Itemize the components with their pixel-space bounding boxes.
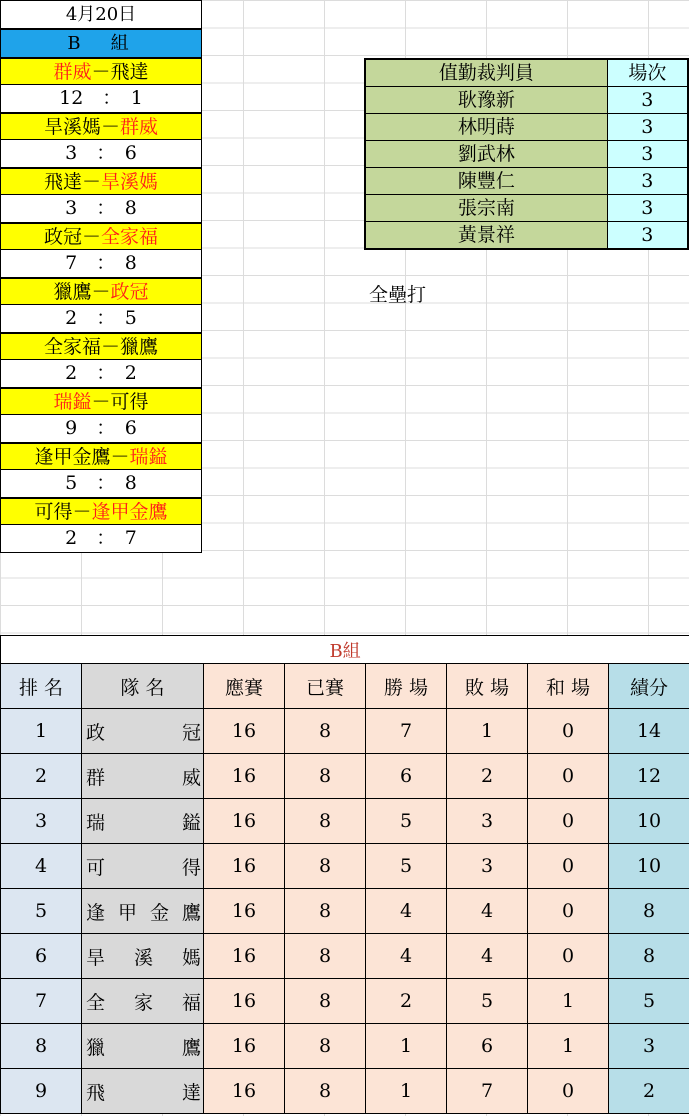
lose-cell[interactable]: 5 <box>447 979 528 1024</box>
standings-title[interactable]: B組 <box>1 636 689 664</box>
home-team: 全家福 <box>43 336 101 358</box>
referee-count[interactable]: 3 <box>607 114 688 141</box>
rank-cell[interactable]: 3 <box>1 799 82 844</box>
match-score-cell[interactable]: 3 ： 8 <box>0 195 202 223</box>
team-name-char: 鎰 <box>181 811 201 834</box>
header-due[interactable]: 應賽 <box>204 664 285 709</box>
team-name-char: 群 <box>86 766 106 789</box>
draw-cell[interactable]: 1 <box>528 1024 609 1069</box>
win-cell[interactable]: 1 <box>366 1024 447 1069</box>
rank-cell[interactable]: 5 <box>1 889 82 934</box>
match-score-cell[interactable]: 2 ： 7 <box>0 525 202 553</box>
team-cell[interactable] <box>82 979 204 1024</box>
team-cell[interactable] <box>82 799 204 844</box>
standings-row <box>1 1024 689 1069</box>
rank-cell[interactable]: 8 <box>1 1024 82 1069</box>
team-name-char: 家 <box>133 991 153 1014</box>
win-cell[interactable]: 5 <box>366 799 447 844</box>
team-name-char: 獵 <box>86 1036 106 1059</box>
team-cell[interactable] <box>82 934 204 979</box>
date-cell[interactable]: 4月20日 <box>0 0 202 29</box>
played-cell[interactable]: 8 <box>285 889 366 934</box>
match-teams-cell[interactable] <box>0 113 202 140</box>
away-team: 旱溪媽 <box>101 171 159 193</box>
points-cell[interactable]: 5 <box>609 979 689 1024</box>
win-cell[interactable]: 4 <box>366 889 447 934</box>
referee-table <box>364 58 689 250</box>
referee-name[interactable]: 林明蒔 <box>365 114 607 141</box>
played-cell[interactable]: 8 <box>285 844 366 889</box>
referee-name[interactable]: 陳豐仁 <box>365 168 607 195</box>
header-team[interactable]: 隊 名 <box>82 664 204 709</box>
referee-count[interactable]: 3 <box>607 222 688 250</box>
win-cell[interactable]: 5 <box>366 844 447 889</box>
team-name <box>82 898 203 925</box>
standings-row <box>1 889 689 934</box>
away-team: 全家福 <box>101 226 159 248</box>
draw-cell[interactable]: 0 <box>528 934 609 979</box>
points-cell[interactable]: 3 <box>609 1024 689 1069</box>
match-separator: － <box>72 501 92 523</box>
played-cell[interactable]: 8 <box>285 934 366 979</box>
match-separator: － <box>100 116 120 138</box>
team-name-char: 鷹 <box>181 901 201 924</box>
played-cell[interactable]: 8 <box>285 1024 366 1069</box>
rank-cell[interactable]: 1 <box>1 709 82 754</box>
team-cell[interactable] <box>82 754 204 799</box>
group-header-cell[interactable]: B 組 <box>0 29 202 58</box>
due-cell[interactable]: 16 <box>204 934 285 979</box>
team-name-char: 得 <box>181 856 201 879</box>
header-played[interactable]: 已賽 <box>285 664 366 709</box>
draw-cell[interactable]: 0 <box>528 889 609 934</box>
team-name-char: 飛 <box>86 1081 106 1104</box>
home-team: 群威 <box>53 61 92 83</box>
away-team: 飛達 <box>110 61 149 83</box>
team-name-char: 媽 <box>181 946 201 969</box>
team-name-char: 福 <box>181 991 201 1014</box>
home-team: 可得 <box>34 501 73 523</box>
standings-row <box>1 844 689 889</box>
match-separator: － <box>81 226 101 248</box>
lose-cell[interactable]: 4 <box>447 934 528 979</box>
rank-cell[interactable]: 4 <box>1 844 82 889</box>
standings-row <box>1 709 689 754</box>
team-name-char: 冠 <box>181 721 201 744</box>
match-teams-cell[interactable] <box>0 498 202 525</box>
match-separator: － <box>91 61 111 83</box>
home-team: 飛達 <box>43 171 82 193</box>
match-teams-cell[interactable] <box>0 443 202 470</box>
home-team: 逢甲金鷹 <box>34 446 111 468</box>
team-name-char: 溪 <box>133 946 153 969</box>
win-cell[interactable]: 2 <box>366 979 447 1024</box>
team-name-char: 金 <box>149 901 169 924</box>
win-cell[interactable]: 6 <box>366 754 447 799</box>
due-cell[interactable]: 16 <box>204 979 285 1024</box>
played-cell[interactable]: 8 <box>285 709 366 754</box>
points-cell[interactable]: 14 <box>609 709 689 754</box>
referee-name[interactable]: 耿豫新 <box>365 87 607 114</box>
match-score-cell[interactable]: 7 ： 8 <box>0 250 202 278</box>
lose-cell[interactable]: 7 <box>447 1069 528 1114</box>
referee-name[interactable]: 黃景祥 <box>365 222 607 250</box>
points-cell[interactable]: 8 <box>609 889 689 934</box>
referee-row <box>365 87 688 114</box>
match-separator: － <box>110 446 130 468</box>
team-cell[interactable] <box>82 1069 204 1114</box>
away-team: 政冠 <box>110 281 149 303</box>
due-cell[interactable]: 16 <box>204 754 285 799</box>
standings-row <box>1 979 689 1024</box>
home-run-note[interactable]: 全壘打 <box>369 284 427 306</box>
home-team: 政冠 <box>43 226 82 248</box>
referee-count[interactable]: 3 <box>607 87 688 114</box>
rank-cell[interactable]: 2 <box>1 754 82 799</box>
referee-row <box>365 141 688 168</box>
referee-name[interactable]: 張宗南 <box>365 195 607 222</box>
away-team: 瑞鎰 <box>129 446 168 468</box>
match-separator: － <box>81 171 101 193</box>
team-cell[interactable] <box>82 709 204 754</box>
team-name-char: 逢 <box>86 901 106 924</box>
points-cell[interactable]: 10 <box>609 799 689 844</box>
team-name <box>82 988 203 1015</box>
draw-cell[interactable]: 0 <box>528 799 609 844</box>
referee-header-name[interactable]: 值勤裁判員 <box>365 59 607 87</box>
draw-cell[interactable]: 0 <box>528 709 609 754</box>
due-cell[interactable]: 16 <box>204 709 285 754</box>
team-name-char: 旱 <box>86 946 106 969</box>
points-cell[interactable]: 2 <box>609 1069 689 1114</box>
referee-row <box>365 114 688 141</box>
team-name <box>82 853 203 880</box>
win-cell[interactable]: 1 <box>366 1069 447 1114</box>
team-cell[interactable] <box>82 1024 204 1069</box>
match-score-cell[interactable]: 3 ： 6 <box>0 140 202 168</box>
team-name <box>82 1033 203 1060</box>
referee-name[interactable]: 劉武林 <box>365 141 607 168</box>
referee-count[interactable]: 3 <box>607 195 688 222</box>
rank-cell[interactable]: 7 <box>1 979 82 1024</box>
team-name <box>82 943 203 970</box>
standings-row <box>1 799 689 844</box>
lose-cell[interactable]: 3 <box>447 844 528 889</box>
standings-row <box>1 1069 689 1114</box>
header-lose[interactable]: 敗 場 <box>447 664 528 709</box>
played-cell[interactable]: 8 <box>285 1069 366 1114</box>
away-team: 逢甲金鷹 <box>91 501 168 523</box>
match-separator: － <box>91 281 111 303</box>
header-points[interactable]: 績分 <box>609 664 689 709</box>
match-separator: － <box>91 391 111 413</box>
due-cell[interactable]: 16 <box>204 844 285 889</box>
team-name-char: 威 <box>181 766 201 789</box>
referee-row <box>365 195 688 222</box>
points-cell[interactable]: 8 <box>609 934 689 979</box>
lose-cell[interactable]: 3 <box>447 799 528 844</box>
match-score-cell[interactable]: 2 ： 5 <box>0 305 202 333</box>
team-name <box>82 718 203 745</box>
match-score-cell[interactable]: 5 ： 8 <box>0 470 202 498</box>
draw-cell[interactable]: 0 <box>528 754 609 799</box>
draw-cell[interactable]: 0 <box>528 1069 609 1114</box>
referee-row <box>365 168 688 195</box>
rank-cell[interactable]: 6 <box>1 934 82 979</box>
team-name-char: 瑞 <box>86 811 106 834</box>
match-teams-cell[interactable] <box>0 333 202 360</box>
referee-count[interactable]: 3 <box>607 141 688 168</box>
played-cell[interactable]: 8 <box>285 799 366 844</box>
team-cell[interactable] <box>82 889 204 934</box>
match-teams-cell[interactable] <box>0 58 202 85</box>
match-score-cell[interactable]: 9 ： 6 <box>0 415 202 443</box>
match-teams-cell[interactable] <box>0 223 202 250</box>
lose-cell[interactable]: 1 <box>447 709 528 754</box>
team-name <box>82 808 203 835</box>
team-name <box>82 1078 203 1105</box>
match-score-cell[interactable]: 2 ： 2 <box>0 360 202 388</box>
referee-row <box>365 222 688 250</box>
played-cell[interactable]: 8 <box>285 754 366 799</box>
match-teams-cell[interactable] <box>0 388 202 415</box>
header-rank[interactable]: 排 名 <box>1 664 82 709</box>
points-cell[interactable]: 10 <box>609 844 689 889</box>
away-team: 群威 <box>120 116 159 138</box>
team-name-char: 政 <box>86 721 106 744</box>
win-cell[interactable]: 7 <box>366 709 447 754</box>
lose-cell[interactable]: 6 <box>447 1024 528 1069</box>
home-team: 旱溪媽 <box>43 116 101 138</box>
team-name-char: 達 <box>181 1081 201 1104</box>
standings-table <box>0 635 689 1114</box>
played-cell[interactable]: 8 <box>285 979 366 1024</box>
standings-row <box>1 934 689 979</box>
match-teams-cell[interactable] <box>0 278 202 305</box>
team-cell[interactable] <box>82 844 204 889</box>
win-cell[interactable]: 4 <box>366 934 447 979</box>
team-name <box>82 763 203 790</box>
draw-cell[interactable]: 1 <box>528 979 609 1024</box>
away-team: 可得 <box>110 391 149 413</box>
lose-cell[interactable]: 4 <box>447 889 528 934</box>
away-team: 獵鷹 <box>120 336 159 358</box>
match-separator: － <box>100 336 120 358</box>
header-draw[interactable]: 和 場 <box>528 664 609 709</box>
match-score-cell[interactable]: 12 ： 1 <box>0 85 202 113</box>
due-cell[interactable]: 16 <box>204 1024 285 1069</box>
rank-cell[interactable]: 9 <box>1 1069 82 1114</box>
team-name-char: 甲 <box>117 901 137 924</box>
home-team: 瑞鎰 <box>53 391 92 413</box>
home-team: 獵鷹 <box>53 281 92 303</box>
team-name-char: 鷹 <box>181 1036 201 1059</box>
match-teams-cell[interactable] <box>0 168 202 195</box>
referee-header-count[interactable]: 場次 <box>607 59 688 87</box>
team-name-char: 全 <box>86 991 106 1014</box>
due-cell[interactable]: 16 <box>204 799 285 844</box>
lose-cell[interactable]: 2 <box>447 754 528 799</box>
draw-cell[interactable]: 0 <box>528 844 609 889</box>
standings-row <box>1 754 689 799</box>
header-win[interactable]: 勝 場 <box>366 664 447 709</box>
points-cell[interactable]: 12 <box>609 754 689 799</box>
referee-count[interactable]: 3 <box>607 168 688 195</box>
team-name-char: 可 <box>86 856 106 879</box>
due-cell[interactable]: 16 <box>204 889 285 934</box>
due-cell[interactable]: 16 <box>204 1069 285 1114</box>
